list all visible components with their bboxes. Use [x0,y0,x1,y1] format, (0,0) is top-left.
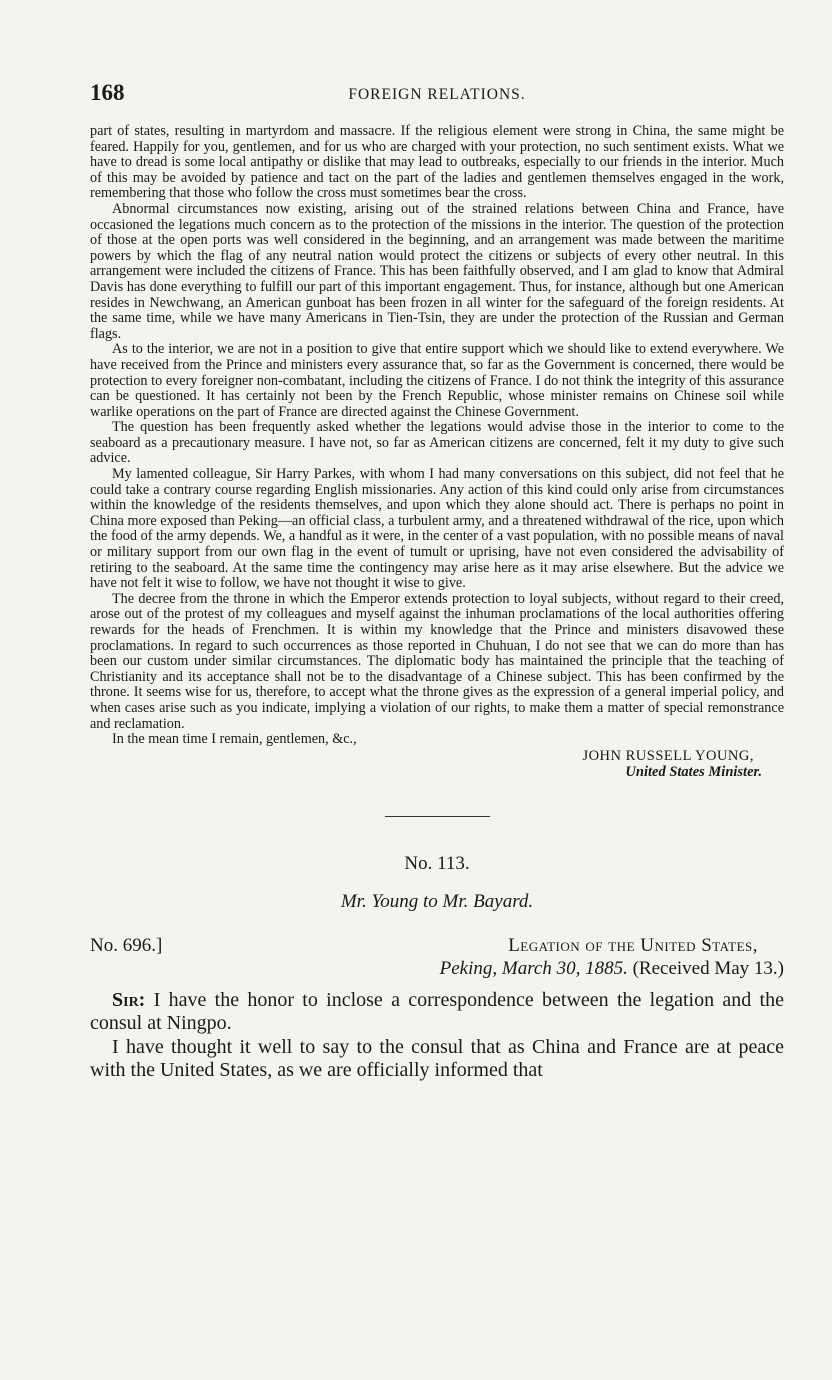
letter-paragraph: Abnormal circumstances now existing, arising out of the strained relations between China and France, have occasioned the legations much concern as to the protection of the missions in the interior. The question of the protection of those at the open ports was well considered in the beginning, and an arrangement was made between the maritime powers by which the flag of any neutral nation would protect the citizens or subjects of every other neutral. In this arrangement were included the citizens of France. This has been faithfully observed, and I am glad to know that Admiral Davis has done everything to fulfill our part of this important engagement. Thus, for instance, although but one American resides in Newchwang, an American gunboat has been frozen in all winter for the safeguard of the foreign residents. At the same time, while we have many Americans in Tien-Tsin, they are under the protection of the Russian and German flags. [90,200,784,342]
letter-paragraph: part of states, resulting in martyrdom and massacre. If the religious element were strong in China, the same might be feared. Happily for you, gentlemen, and for us who are charged with your protection, no such sentiment exists. What we have to dread is some local antipathy or dislike that may lead to outbreaks, especially to our friends in the interior. Much of this may be avoided by patience and tact on the part of the ladies and gentlemen themselves engaged in the work, remembering that those who follow the cross must sometimes bear the cross. [90,123,784,202]
letter-paragraph: My lamented colleague, Sir Harry Parkes, with whom I had many conversations on this subject, did not feel that he could take a contrary course regarding English missionaries. Any action of this kind could only arise from circumstances within the knowledge of the residents themselves, and upon which they alone should act. There is perhaps no point in China more exposed than Peking—an official class, a turbulent army, and a threatened withdrawal of the rice, upon which the food of the army depends. We, a handful as it were, in the center of a vast population, with no possible means of naval or military support from our own flag in the event of tumult or uprising, have not even considered the advisability of retiring to the seaboard. At the same time the contingency may arise here as it may arise elsewhere. But the advice we have not felt it wise to follow, we have not thought it wise to give. [90,466,784,592]
legation-heading: Legation of the United States, [508,934,758,956]
letter-closing: In the mean time I remain, gentlemen, &c., [112,731,357,748]
dispatch-paragraph [90,989,784,1036]
letter-date: March 30, 1885. [501,957,628,979]
dispatch-body [90,989,784,1083]
received-date: (Received May 13.) [632,957,784,979]
document-number: No. 113. [404,852,470,874]
page-number: 168 [90,80,125,105]
signature-block [90,748,784,780]
document-title: Mr. Young to Mr. Bayard. [340,890,534,912]
page [90,78,784,1083]
signature-name: JOHN RUSSELL YOUNG, [582,747,754,764]
dispatch-paragraph-text: I have the honor to inclose a correspondence between the legation and the consul at Ningpo. [90,988,784,1035]
dispatch-number: No. 696.] [90,934,163,956]
signature-title: United States Minister. [625,763,762,780]
page-header [90,78,784,114]
dispatch-paragraph: I have thought it well to say to the consul that as China and France are at peace with the United States, as we are officially informed that [90,1035,784,1082]
date-received-line [440,958,784,980]
running-head: FOREIGN RELATIONS. [348,86,526,103]
dateline [90,935,784,985]
letter-body [90,124,784,748]
place-name: Peking, [439,957,498,979]
section-divider [385,816,490,817]
letter-paragraph: The decree from the throne in which the Emperor extends protection to loyal subjects, without regard to their creed, arose out of the protest of my colleagues and myself against the inhuman proclamations of the local authorities offering rewards for the heads of Frenchmen. It is within my knowledge that the Prince and ministers disavowed these proclamations. In regard to such occurrences as those reported in Chuhuan, I do not see that we can do more than has been our custom under similar circumstances. The diplomatic body has maintained the principle that the teaching of Christianity and its acceptance shall not be to the disadvantage of a Chinese subject. This has been confirmed by the throne. It seems wise for us, therefore, to accept what the throne gives as the expression of a general imperial policy, and when cases arise such as you indicate, implying a violation of our rights, to make them a matter of special remonstrance and reclamation. [90,590,784,732]
salutation: Sir: [112,988,146,1011]
letter-paragraph: The question has been frequently asked whether the legations would advise those in the interior to come to the seaboard as a precautionary measure. I have not, so far as American citizens are concerned, felt it my duty to give such advice. [90,419,784,467]
letter-paragraph: As to the interior, we are not in a position to give that entire support which we should like to extend everywhere. We have received from the Prince and ministers every assurance that, so far as the Government is concerned, there would be protection to every foreigner non-combatant, including the citizens of France. I do not think the integrity of this assurance can be questioned. It has certainly not been by the French Republic, whose minister remains on Chinese soil while warlike operations on the part of France are directed against the Chinese Government. [90,341,784,420]
